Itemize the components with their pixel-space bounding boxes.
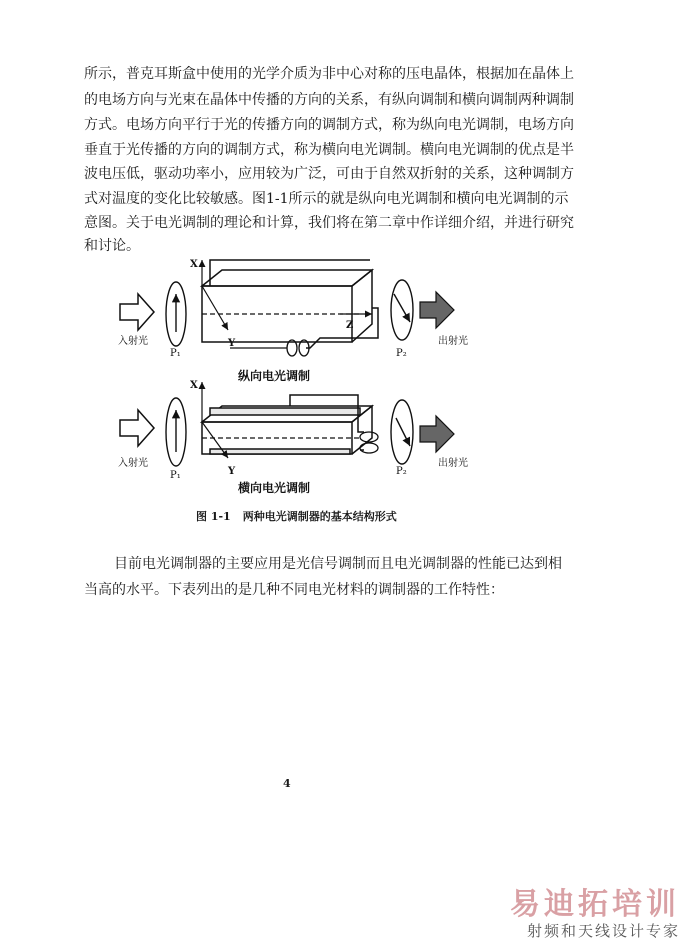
text-line: 垂直于光传播的方向的调制方式，称为横向电光调制。横向电光调制的优点是半 <box>84 142 574 158</box>
p2-label: P₂ <box>396 466 407 477</box>
axis-y-label: Y <box>228 338 236 349</box>
text-line: 波电压低，驱动功率小，应用较为广泛，可由于自然双折射的关系，这种调制方 <box>84 166 574 182</box>
watermark-main: 易迪拓培训 <box>510 887 680 922</box>
figure-caption-text: 两种电光调制器的基本结构形式 <box>242 510 397 523</box>
p2-label: P₂ <box>396 348 407 359</box>
figure-caption <box>196 508 397 524</box>
p1-label: P₁ <box>170 470 181 481</box>
polarizer-p2 <box>391 280 413 340</box>
text-line: 和讨论。 <box>84 238 140 254</box>
page-number: 4 <box>283 777 291 790</box>
p1-label: P₁ <box>170 348 181 359</box>
axis-y-label: Y <box>228 466 236 477</box>
output-light-label: 出射光 <box>438 458 468 469</box>
figure-number: 图 1-1 <box>196 510 231 523</box>
modulator-figure <box>110 252 580 527</box>
input-light-label: 入射光 <box>118 458 148 469</box>
input-beam-arrow <box>120 294 154 330</box>
watermark-sub: 射频和天线设计专家 <box>526 922 680 940</box>
longitudinal-subcaption: 纵向电光调制 <box>238 369 311 383</box>
axis-x-label: X <box>190 259 198 270</box>
axis-z-label: Z <box>346 320 354 331</box>
axis-x-label: X <box>190 380 198 391</box>
longitudinal-diagram <box>118 259 468 383</box>
text-line: 方式。电场方向平行于光的传播方向的调制方式，称为纵向电光调制，电场方向 <box>84 117 574 133</box>
transverse-diagram <box>118 380 468 495</box>
input-light-label: 入射光 <box>118 336 148 347</box>
text-line: 目前电光调制器的主要应用是光信号调制而且电光调制器的性能已达到相 <box>114 556 562 572</box>
transverse-subcaption: 横向电光调制 <box>238 481 311 495</box>
text-line: 意图。关于电光调制的理论和计算，我们将在第二章中作详细介绍，并进行研究 <box>84 215 574 231</box>
watermark <box>510 888 680 940</box>
text-line: 式对温度的变化比较敏感。图1-1所示的就是纵向电光调制和横向电光调制的示 <box>84 191 569 207</box>
text-line: 当高的水平。下表列出的是几种不同电光材料的调制器的工作特性： <box>84 582 504 598</box>
input-beam-arrow <box>120 410 154 446</box>
polarizer-p2 <box>391 400 413 464</box>
output-beam-arrow <box>420 292 454 328</box>
crystal-box <box>202 260 378 348</box>
output-beam-arrow <box>420 416 454 452</box>
crystal-box <box>202 395 372 454</box>
output-light-label: 出射光 <box>438 336 468 347</box>
text-line: 所示，普克耳斯盒中使用的光学介质为非中心对称的压电晶体，根据加在晶体上 <box>84 66 574 82</box>
text-line: 的电场方向与光束在晶体中传播的方向的关系，有纵向调制和横向调制两种调制 <box>84 92 574 108</box>
